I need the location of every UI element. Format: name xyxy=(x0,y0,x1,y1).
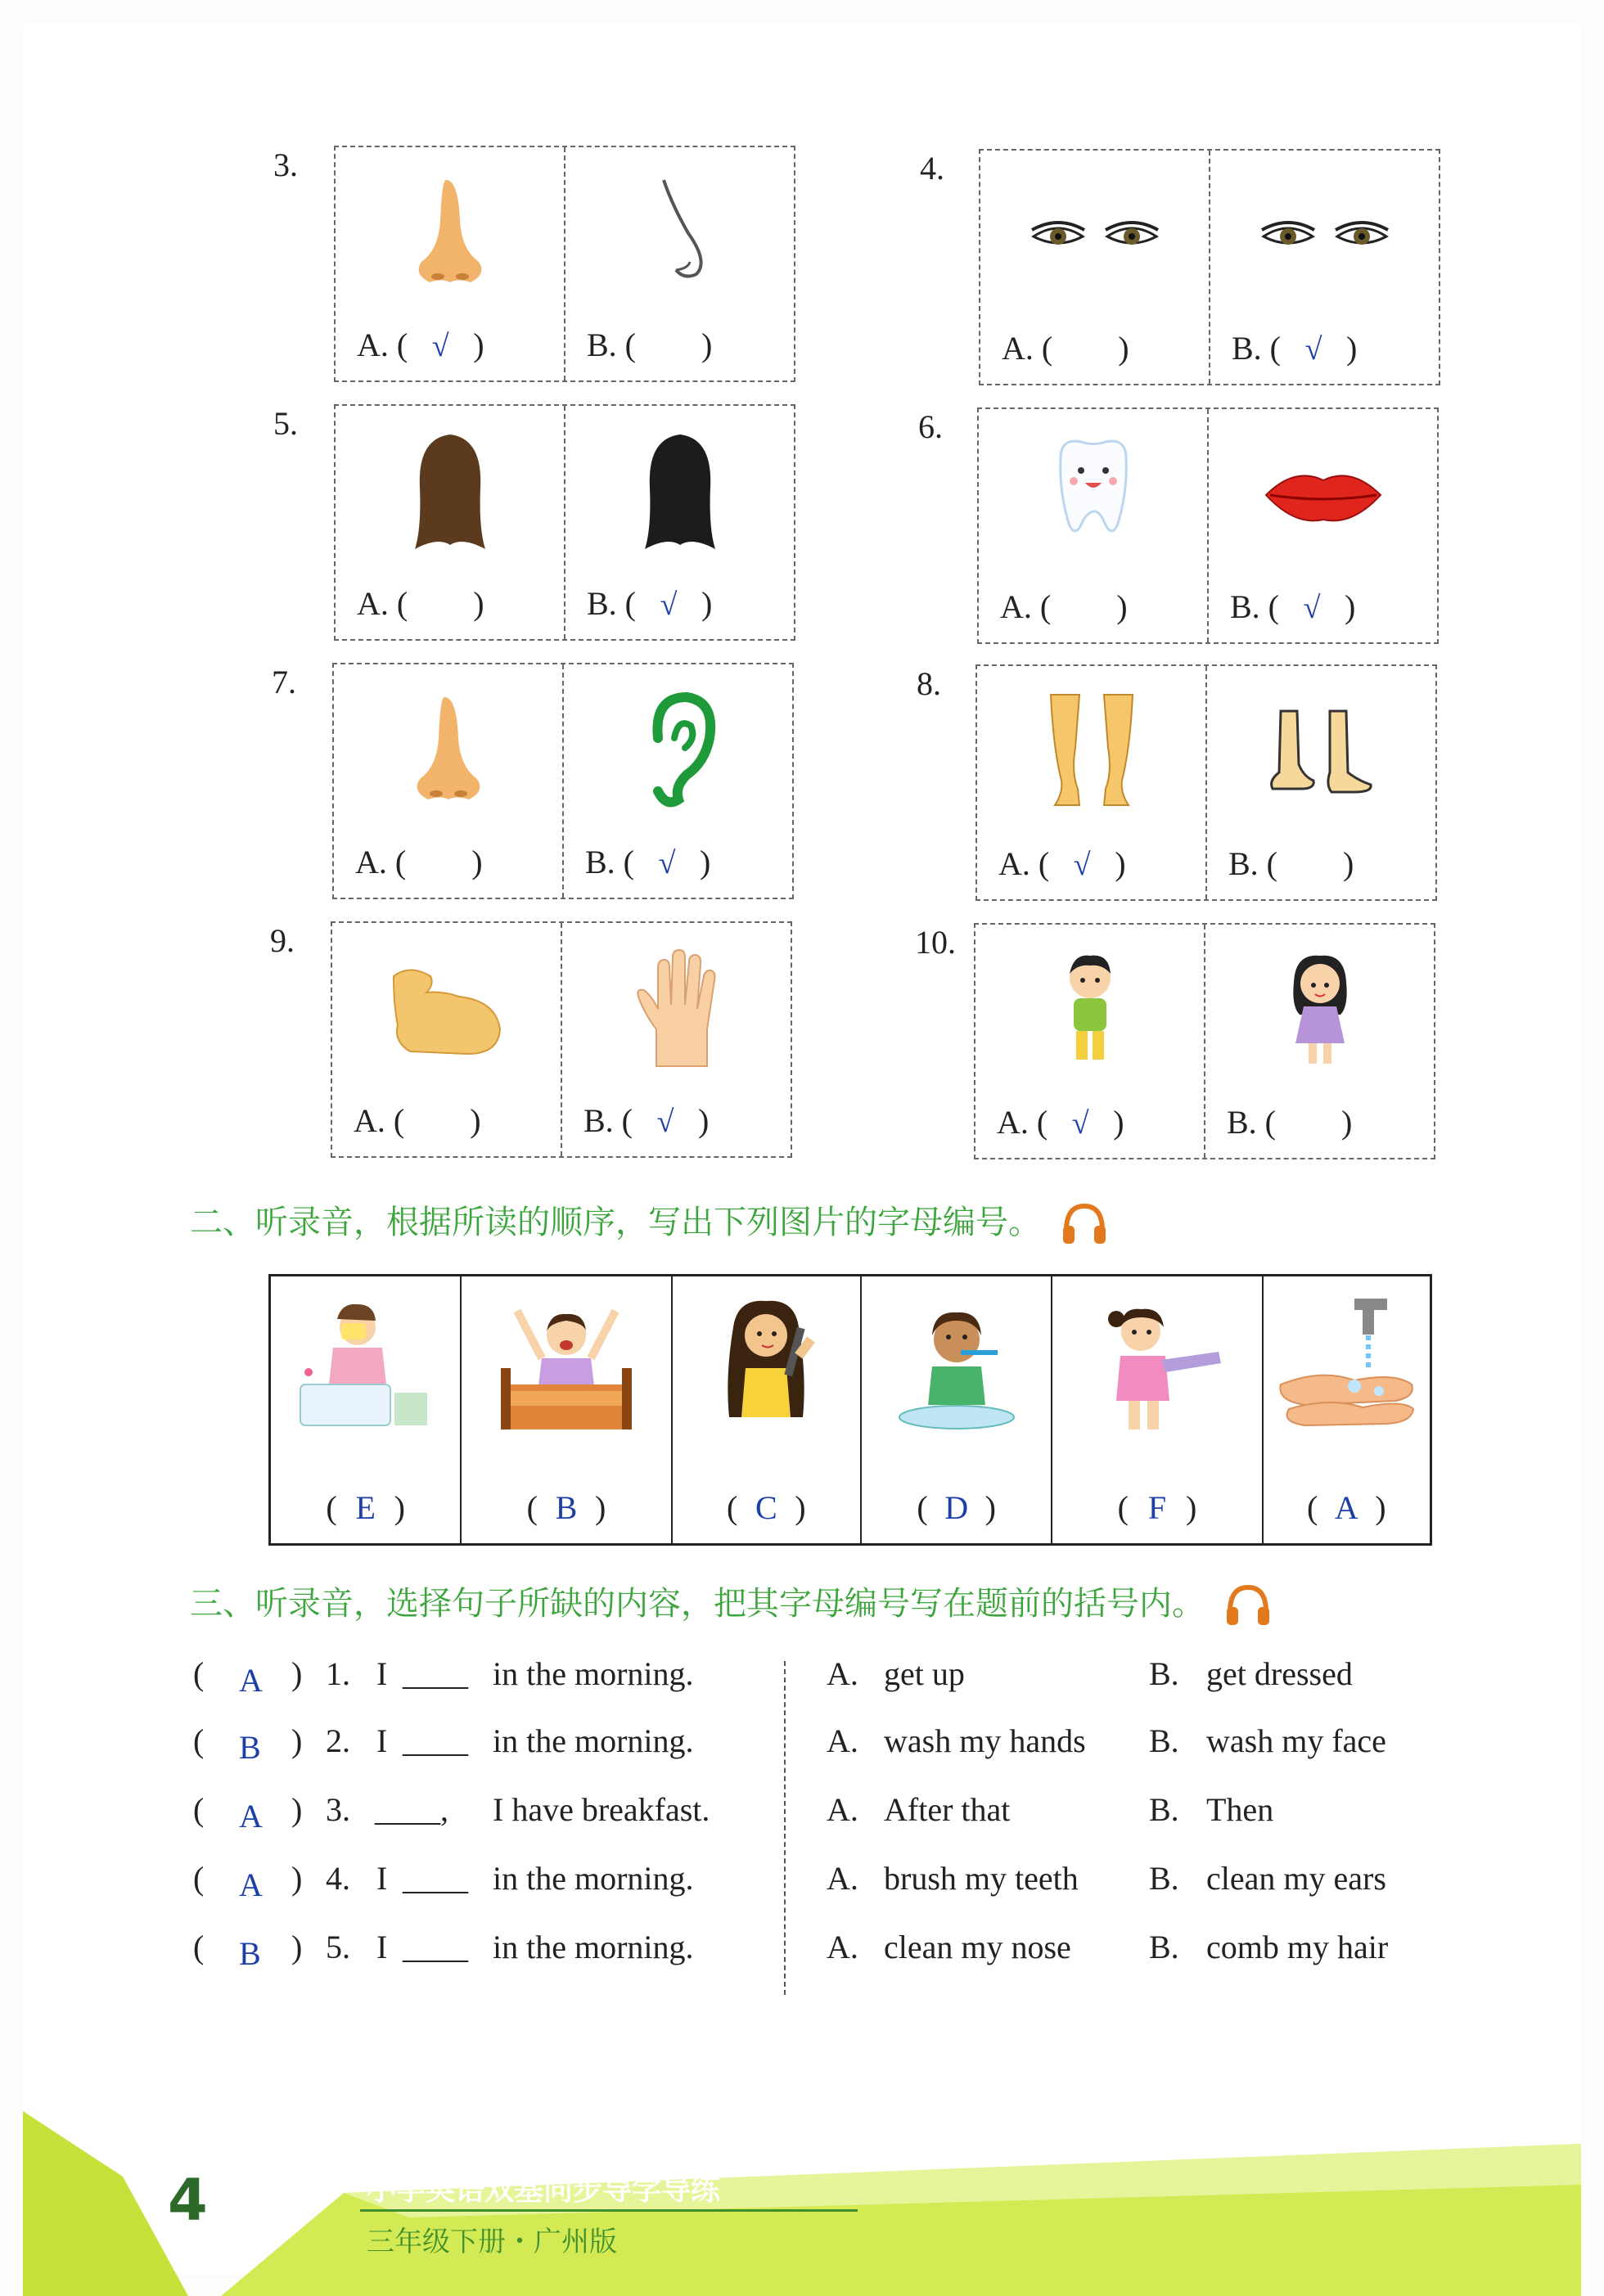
sentence-end: in the morning. xyxy=(493,1722,694,1759)
option-label xyxy=(355,843,483,881)
paren-open: ( xyxy=(526,1489,538,1526)
answer-letter: C xyxy=(755,1489,777,1526)
sentence-start: I xyxy=(376,1722,388,1759)
answer-letter: A xyxy=(1334,1489,1358,1526)
nose-icon xyxy=(367,681,530,820)
option-label xyxy=(587,326,712,364)
paren-close: ) xyxy=(693,326,713,363)
paren-close: ) xyxy=(291,1929,303,1965)
sentence-end: I have breakfast. xyxy=(493,1791,710,1828)
paren-open: ( xyxy=(1306,1489,1318,1526)
paren-close: ) xyxy=(1375,1489,1386,1526)
option-letter: B. ( xyxy=(587,585,644,622)
blank: ____ xyxy=(403,1929,468,1965)
picture-choice-grid xyxy=(334,146,795,382)
option-b-letter: B. xyxy=(1149,1791,1179,1828)
option-letter: B. ( xyxy=(1227,1104,1284,1141)
question-number: 3. xyxy=(273,146,298,183)
answer-mark[interactable]: √ xyxy=(431,329,449,363)
paren-close: ) xyxy=(692,844,711,880)
answer-letter[interactable]: A xyxy=(239,1798,263,1835)
sentence-row xyxy=(193,1654,1437,1704)
answer-letter: B xyxy=(555,1489,578,1526)
paren-close: ) xyxy=(1333,1104,1353,1141)
paren-open: ( xyxy=(917,1489,928,1526)
option-b-letter: B. xyxy=(1149,1860,1179,1897)
paren-open: ( xyxy=(193,1722,205,1759)
item-number: 3. xyxy=(326,1791,350,1828)
option-a-text: After that xyxy=(884,1791,1011,1828)
paren-close: ) xyxy=(690,1102,710,1139)
option-label xyxy=(1002,329,1129,367)
option-a[interactable] xyxy=(975,925,1204,1158)
option-label xyxy=(357,326,484,364)
headphones-icon xyxy=(1060,1201,1109,1247)
paren-close: ) xyxy=(1108,588,1128,625)
option-letter: A. ( xyxy=(354,1102,413,1139)
option-letter: A. ( xyxy=(997,1104,1057,1141)
page-number: 4 xyxy=(168,2167,208,2234)
lips-icon xyxy=(1241,425,1405,565)
option-a-letter: A. xyxy=(827,1791,858,1828)
option-a[interactable] xyxy=(980,151,1209,384)
answer-field[interactable] xyxy=(1052,1488,1261,1527)
paren-close: ) xyxy=(1336,588,1356,625)
eyes-icon xyxy=(1013,167,1177,306)
part2-heading-text: 二、听录音，根据所读的顺序，写出下列图片的字母编号。 xyxy=(190,1204,1041,1241)
option-label xyxy=(1227,1103,1352,1141)
option-label xyxy=(354,1101,481,1140)
sentence-row xyxy=(193,1790,1437,1839)
answer-letter: F xyxy=(1147,1489,1167,1526)
picture-cell xyxy=(862,1276,1052,1543)
nose-front-icon xyxy=(368,164,532,303)
option-label xyxy=(1228,844,1354,883)
picture-choice-grid xyxy=(334,404,795,641)
picture-cell xyxy=(271,1276,462,1543)
sentence-end: in the morning. xyxy=(493,1655,694,1692)
option-a-text: wash my hands xyxy=(884,1722,1086,1759)
picture-choice-grid xyxy=(331,921,792,1158)
answer-field[interactable] xyxy=(862,1488,1051,1527)
paren-close: ) xyxy=(394,1489,405,1526)
eyes-icon xyxy=(1243,167,1407,306)
option-label xyxy=(583,1101,709,1140)
option-letter: B. ( xyxy=(1232,330,1289,367)
part2-heading xyxy=(190,1196,1109,1247)
option-letter: A. ( xyxy=(1002,330,1061,367)
option-a[interactable] xyxy=(336,406,564,639)
picture-choice-grid xyxy=(975,664,1437,901)
picture-choice-grid xyxy=(332,663,794,899)
paren-open: ( xyxy=(193,1860,205,1897)
picture-choice-grid xyxy=(979,149,1440,385)
picture-choice-grid xyxy=(977,407,1439,644)
option-letter: B. ( xyxy=(1228,845,1286,882)
question-number: 6. xyxy=(918,408,943,445)
option-b[interactable] xyxy=(1209,151,1439,384)
option-letter: B. ( xyxy=(583,1102,641,1139)
option-a-letter: A. xyxy=(827,1722,858,1759)
nose-side-icon xyxy=(598,164,762,303)
option-b-text: Then xyxy=(1206,1791,1274,1828)
option-b[interactable] xyxy=(564,147,794,380)
headphones-icon xyxy=(1223,1582,1273,1628)
picture-cell xyxy=(1264,1276,1430,1543)
answer-letter[interactable]: B xyxy=(239,1935,261,1972)
arm-icon xyxy=(365,939,529,1078)
book-title: 小学英语双基同步导学导练 xyxy=(367,2173,721,2207)
part2-picture-table xyxy=(268,1274,1432,1546)
option-letter: B. ( xyxy=(587,326,644,363)
option-label xyxy=(587,584,712,623)
question-number: 7. xyxy=(272,664,296,700)
option-a[interactable] xyxy=(336,147,564,380)
option-b-letter: B. xyxy=(1149,1722,1179,1759)
option-letter: A. ( xyxy=(355,844,415,880)
part3-heading-text: 三、听录音，选择句子所缺的内容，把其字母编号写在题前的括号内。 xyxy=(190,1585,1205,1623)
picture-choice-grid xyxy=(974,923,1435,1159)
option-a-letter: A. xyxy=(827,1655,858,1692)
option-a-letter: A. xyxy=(827,1929,858,1965)
question-number: 5. xyxy=(273,405,298,442)
option-b-letter: B. xyxy=(1149,1655,1179,1692)
option-label xyxy=(357,584,484,623)
paren-open: ( xyxy=(1117,1489,1129,1526)
paren-close: ) xyxy=(1335,845,1354,882)
paren-close: ) xyxy=(465,326,484,363)
sentence-start: I xyxy=(376,1655,388,1692)
option-b[interactable] xyxy=(562,664,792,898)
paren-close: ) xyxy=(465,585,484,622)
answer-mark[interactable]: √ xyxy=(658,846,676,880)
girl-icon xyxy=(1238,941,1402,1080)
wash-hands-icon xyxy=(1273,1294,1420,1442)
blank: ____ xyxy=(403,1860,468,1897)
sentence-end: in the morning. xyxy=(493,1929,694,1965)
paren-close: ) xyxy=(291,1860,303,1897)
answer-field[interactable] xyxy=(673,1488,860,1527)
blank: ____ xyxy=(403,1655,468,1692)
option-b-text: wash my face xyxy=(1206,1722,1386,1759)
paren-close: ) xyxy=(291,1655,303,1692)
answer-mark[interactable]: √ xyxy=(1071,1106,1089,1141)
paren-close: ) xyxy=(984,1489,996,1526)
option-letter: A. ( xyxy=(998,845,1058,882)
answer-mark[interactable]: √ xyxy=(1303,591,1321,625)
sentence-start: I xyxy=(376,1929,388,1965)
paren-close: ) xyxy=(1106,845,1126,882)
blank: ____, xyxy=(375,1791,448,1828)
paren-close: ) xyxy=(594,1489,606,1526)
answer-letter: E xyxy=(355,1489,376,1526)
item-number: 1. xyxy=(326,1655,350,1692)
hair-brown-icon xyxy=(368,422,532,561)
paren-open: ( xyxy=(326,1489,337,1526)
answer-letter[interactable]: A xyxy=(239,1662,263,1699)
footer-rule xyxy=(360,2209,858,2212)
sentence-row xyxy=(193,1928,1437,1977)
answer-mark[interactable]: √ xyxy=(1304,332,1322,367)
picture-cell xyxy=(1052,1276,1263,1543)
get-dressed-icon xyxy=(1084,1294,1231,1442)
column-divider xyxy=(784,1661,786,1995)
answer-letter[interactable]: B xyxy=(239,1729,261,1766)
ear-icon xyxy=(597,681,760,820)
answer-mark[interactable]: √ xyxy=(656,1105,674,1139)
paren-open: ( xyxy=(726,1489,738,1526)
question-number: 10. xyxy=(915,924,956,961)
answer-field[interactable] xyxy=(1264,1488,1430,1527)
option-b[interactable] xyxy=(561,923,791,1156)
option-a-letter: A. xyxy=(827,1860,858,1897)
option-label xyxy=(1230,588,1355,626)
paren-close: ) xyxy=(291,1791,303,1828)
answer-mark[interactable]: √ xyxy=(660,588,678,622)
option-label xyxy=(585,843,710,881)
paren-close: ) xyxy=(1110,330,1129,367)
hand-icon xyxy=(595,939,759,1078)
paren-close: ) xyxy=(1185,1489,1197,1526)
option-b[interactable] xyxy=(1204,925,1434,1158)
part3-heading xyxy=(190,1578,1273,1628)
question-number: 8. xyxy=(917,665,941,702)
paren-close: ) xyxy=(291,1722,303,1759)
answer-letter: D xyxy=(944,1489,969,1526)
item-number: 2. xyxy=(326,1722,350,1759)
option-a[interactable] xyxy=(334,664,562,898)
question-number: 4. xyxy=(920,150,944,187)
sentence-row xyxy=(193,1722,1437,1771)
paren-close: ) xyxy=(462,1102,481,1139)
sentence-start: I xyxy=(376,1860,388,1897)
boy-icon xyxy=(1008,941,1172,1080)
paren-close: ) xyxy=(463,844,483,880)
footer-band xyxy=(0,2095,1604,2296)
option-label xyxy=(997,1103,1124,1141)
option-a[interactable] xyxy=(332,923,561,1156)
get-up-icon xyxy=(493,1294,640,1442)
hair-black-icon xyxy=(598,422,762,561)
option-label xyxy=(1000,588,1128,626)
picture-cell xyxy=(673,1276,862,1543)
answer-field[interactable] xyxy=(462,1488,670,1527)
feet-icon xyxy=(1240,682,1404,822)
option-b-letter: B. xyxy=(1149,1929,1179,1965)
option-a-text: clean my nose xyxy=(884,1929,1071,1965)
option-b[interactable] xyxy=(1205,666,1435,899)
option-b[interactable] xyxy=(564,406,794,639)
option-a-text: get up xyxy=(884,1655,965,1692)
answer-letter[interactable]: A xyxy=(239,1866,263,1903)
option-a[interactable] xyxy=(977,666,1205,899)
wash-face-icon xyxy=(292,1294,439,1442)
answer-field[interactable] xyxy=(271,1488,460,1527)
comb-hair-icon xyxy=(692,1294,840,1442)
paren-close: ) xyxy=(795,1489,806,1526)
option-letter: A. ( xyxy=(357,326,417,363)
book-subtitle: 三年级下册・广州版 xyxy=(367,2226,617,2258)
brush-teeth-icon xyxy=(883,1294,1030,1442)
option-b-text: get dressed xyxy=(1206,1655,1353,1692)
answer-mark[interactable]: √ xyxy=(1073,848,1091,882)
option-letter: A. ( xyxy=(1000,588,1060,625)
legs-icon xyxy=(1010,682,1174,822)
option-b-text: comb my hair xyxy=(1206,1929,1389,1965)
question-number: 9. xyxy=(270,922,295,959)
paren-open: ( xyxy=(193,1929,205,1965)
option-label xyxy=(998,844,1126,883)
option-a[interactable] xyxy=(979,409,1207,642)
item-number: 4. xyxy=(326,1860,350,1897)
option-label xyxy=(1232,329,1357,367)
paren-close: ) xyxy=(1105,1104,1124,1141)
tooth-icon xyxy=(1012,425,1175,565)
option-letter: A. ( xyxy=(357,585,417,622)
paren-close: ) xyxy=(1338,330,1358,367)
option-b-text: clean my ears xyxy=(1206,1860,1386,1897)
blank: ____ xyxy=(403,1722,468,1759)
option-a-text: brush my teeth xyxy=(884,1860,1079,1897)
item-number: 5. xyxy=(326,1929,350,1965)
sentence-row xyxy=(193,1859,1437,1908)
picture-cell xyxy=(462,1276,672,1543)
paren-open: ( xyxy=(193,1791,205,1828)
option-letter: B. ( xyxy=(1230,588,1287,625)
paren-open: ( xyxy=(193,1655,205,1692)
sentence-end: in the morning. xyxy=(493,1860,694,1897)
option-b[interactable] xyxy=(1207,409,1437,642)
option-letter: B. ( xyxy=(585,844,642,880)
paren-close: ) xyxy=(693,585,713,622)
